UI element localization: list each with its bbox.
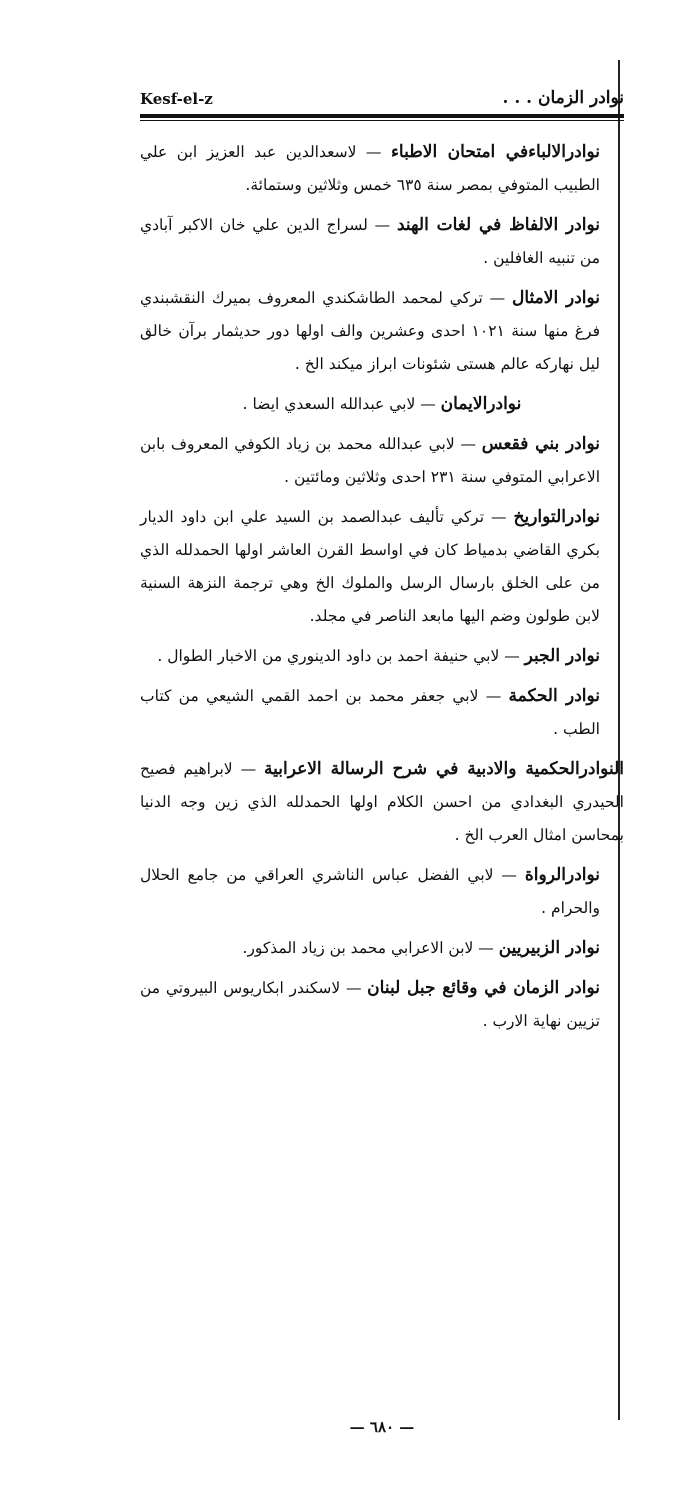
entry-text: — لابي حنيفة احمد بن داود الدينوري من الاخبار الطوال . [157, 647, 525, 665]
catalog-title: Kesf-el-z [140, 90, 213, 108]
entry-text: — لابي عبدالله السعدي ايضا . [242, 395, 441, 413]
entry-text: — لابن الاعرابي محمد بن زياد المذكور. [242, 939, 499, 957]
entry [140, 932, 624, 965]
running-title: نوادر الزمان . . . [502, 88, 624, 108]
entry-title: نوادرالتواريخ [513, 507, 600, 527]
entry-title: نوادر بني فقعس [481, 434, 600, 454]
entry-title: نوادر الزبيريين [498, 938, 600, 958]
entry-title: نوادر الجبر [524, 646, 600, 666]
entry-text: — لابراهيم فصيح الحيدري البغدادي من احسن الكلام اولها الحمدلله الذي زين وجه الدنيا بمحاسن امثال العرب الخ . [140, 760, 624, 844]
entry [140, 501, 624, 633]
entry-text: — لابي الفضل عباس الناشري العراقي من جامع الحلال والحرام . [140, 866, 600, 917]
entry [140, 680, 624, 746]
entry-title: نوادر الزمان في وقائع جبل لبنان [367, 978, 600, 998]
page-header [140, 78, 624, 108]
entry-title: نوادر الامثال [511, 288, 600, 308]
entry-text: — تركي لمحمد الطاشكندي المعروف بميرك النقشبندي فرغ منها سنة ١٠٢١ احدى وعشرين والف اولها دور حديثمار برآن خالق ليل نهاركه عالم هستى شئونات ابراز ميكند الخ . [140, 289, 600, 373]
entries-list [140, 136, 624, 1045]
entry-title: نوادر الحكمة [508, 686, 600, 706]
entry-title: نوادرالايمان [440, 394, 522, 414]
entry-text: — لابي جعفر محمد بن احمد القمي الشيعي من كتاب الطب . [140, 687, 600, 738]
entry [140, 972, 624, 1038]
entry [140, 859, 624, 925]
header-rule-thick [140, 114, 624, 118]
page [140, 78, 624, 1458]
entry-title: نوادرالالباءفي امتحان الاطباء [390, 142, 600, 162]
entry [140, 282, 624, 381]
entry-title: نوادر الالفاظ في لغات الهند [397, 215, 600, 235]
entry-text: — لسراج الدين علي خان الاكبر آبادي من تنبيه الغافلين . [140, 216, 600, 267]
entry [140, 640, 624, 673]
entry-text: — لاسعدالدين عبد العزيز ابن علي الطبيب المتوفي بمصر سنة ٦٣٥ خمس وثلاثين وستمائة. [140, 143, 600, 194]
entry-text: — تركي تأليف عبدالصمد بن السيد علي ابن داود الديار بكري القاضي بدمياط كان في اواسط القرن العاشر اولها الحمدلله الذي من على الخلق بارسال الرسل والملوك الخ وهي ترجمة النزهة السنية لابن طولون وضم اليها مابعد الناصر في مجلد. [140, 508, 600, 625]
entry-text: — لابي عبدالله محمد بن زياد الكوفي المعروف بابن الاعرابي المتوفي سنة ٢٣١ احدى وثلاثين ومائتين . [140, 435, 600, 486]
entry [140, 388, 624, 421]
entry-text: — لاسكندر ابكاريوس البيروتي من تزيين نهاية الارب . [140, 979, 600, 1030]
page-number: — ٦٨٠ — [349, 1418, 415, 1436]
entry [140, 753, 624, 852]
entry-title: نوادرالرواة [524, 865, 600, 885]
entry [140, 428, 624, 494]
entry [140, 209, 624, 275]
entry [140, 136, 624, 202]
header-rule-thin [140, 120, 624, 121]
entry-title: النوادرالحكمية والادبية في شرح الرسالة الاعرابية [264, 759, 624, 779]
